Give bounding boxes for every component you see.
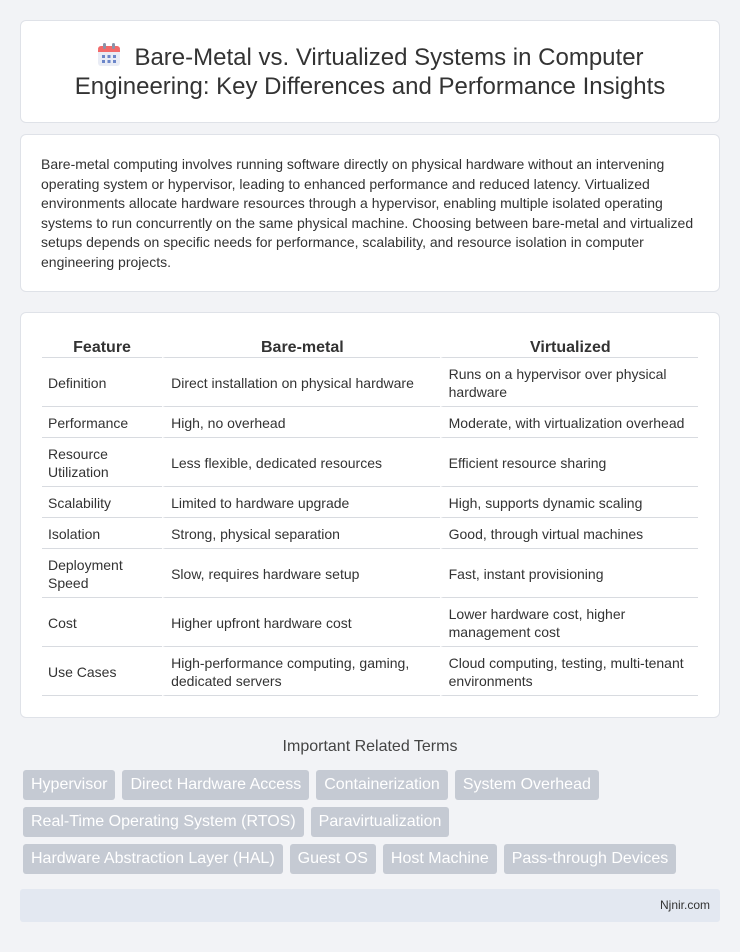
virtualized-cell: High, supports dynamic scaling bbox=[440, 489, 698, 518]
bare-metal-cell: High-performance computing, gaming, dedicated servers bbox=[162, 649, 440, 696]
bare-metal-cell: High, no overhead bbox=[162, 409, 440, 438]
virtualized-cell: Runs on a hypervisor over physical hardware bbox=[440, 360, 698, 407]
bare-metal-cell: Higher upfront hardware cost bbox=[162, 600, 440, 647]
intro-card bbox=[20, 134, 720, 292]
term-tag[interactable]: Containerization bbox=[316, 770, 448, 800]
header-bare-metal: Bare-metal bbox=[162, 335, 440, 358]
feature-cell: Isolation bbox=[42, 520, 162, 549]
virtualized-cell: Cloud computing, testing, multi-tenant environments bbox=[440, 649, 698, 696]
bare-metal-cell: Limited to hardware upgrade bbox=[162, 489, 440, 518]
title-card bbox=[20, 20, 720, 123]
table-row bbox=[42, 409, 698, 438]
virtualized-cell: Good, through virtual machines bbox=[440, 520, 698, 549]
feature-cell: Use Cases bbox=[42, 649, 162, 696]
intro-paragraph: Bare-metal computing involves running software directly on physical hardware without an intervening operating system or hypervisor, leading to enhanced performance and reduced latency. Virtualized environments allocate hardware resources through a hypervisor, enabling multiple isolated operating systems to run concurrently on the same physical machine. Choosing between bare-metal and virtualized setups depends on specific needs for performance, scalability, and resource isolation in computer engineering projects. bbox=[41, 156, 694, 270]
comparison-table-card bbox=[20, 312, 720, 718]
virtualized-cell: Efficient resource sharing bbox=[440, 440, 698, 487]
term-tag[interactable]: Real-Time Operating System (RTOS) bbox=[23, 807, 304, 837]
header-feature: Feature bbox=[42, 335, 162, 358]
footer-site-link[interactable]: Njnir.com bbox=[659, 898, 710, 912]
feature-cell: Deployment Speed bbox=[42, 551, 162, 598]
table-row bbox=[42, 649, 698, 696]
term-tag[interactable]: Direct Hardware Access bbox=[122, 770, 309, 800]
virtualized-cell: Moderate, with virtualization overhead bbox=[440, 409, 698, 438]
term-tag[interactable]: Paravirtualization bbox=[311, 807, 450, 837]
feature-cell: Resource Utilization bbox=[42, 440, 162, 487]
related-terms-heading: Important Related Terms bbox=[282, 738, 458, 755]
table-row bbox=[42, 360, 698, 407]
term-tag[interactable]: Hypervisor bbox=[23, 770, 115, 800]
term-tag[interactable]: Guest OS bbox=[290, 844, 376, 874]
calendar-grid-icon bbox=[96, 42, 122, 68]
table-header-row bbox=[42, 335, 698, 358]
term-tag[interactable]: Hardware Abstraction Layer (HAL) bbox=[23, 844, 283, 874]
term-tag[interactable]: System Overhead bbox=[455, 770, 599, 800]
feature-cell: Scalability bbox=[42, 489, 162, 518]
virtualized-cell: Lower hardware cost, higher management cost bbox=[440, 600, 698, 647]
bare-metal-cell: Direct installation on physical hardware bbox=[162, 360, 440, 407]
bare-metal-cell: Less flexible, dedicated resources bbox=[162, 440, 440, 487]
bare-metal-cell: Strong, physical separation bbox=[162, 520, 440, 549]
header-virtualized: Virtualized bbox=[440, 335, 698, 358]
bare-metal-cell: Slow, requires hardware setup bbox=[162, 551, 440, 598]
table-row bbox=[42, 440, 698, 487]
table-row bbox=[42, 600, 698, 647]
page-title bbox=[50, 42, 690, 101]
feature-cell: Cost bbox=[42, 600, 162, 647]
comparison-table bbox=[42, 333, 698, 698]
table-row bbox=[42, 551, 698, 598]
table-row bbox=[42, 489, 698, 518]
related-terms-list bbox=[23, 770, 723, 881]
virtualized-cell: Fast, instant provisioning bbox=[440, 551, 698, 598]
term-tag[interactable]: Host Machine bbox=[383, 844, 497, 874]
feature-cell: Performance bbox=[42, 409, 162, 438]
table-row bbox=[42, 520, 698, 549]
term-tag[interactable]: Pass-through Devices bbox=[504, 844, 677, 874]
page-title-text: Bare-Metal vs. Virtualized Systems in Computer Engineering: Key Differences and Performance Insights bbox=[74, 44, 666, 100]
feature-cell: Definition bbox=[42, 360, 162, 407]
footer bbox=[20, 889, 720, 922]
